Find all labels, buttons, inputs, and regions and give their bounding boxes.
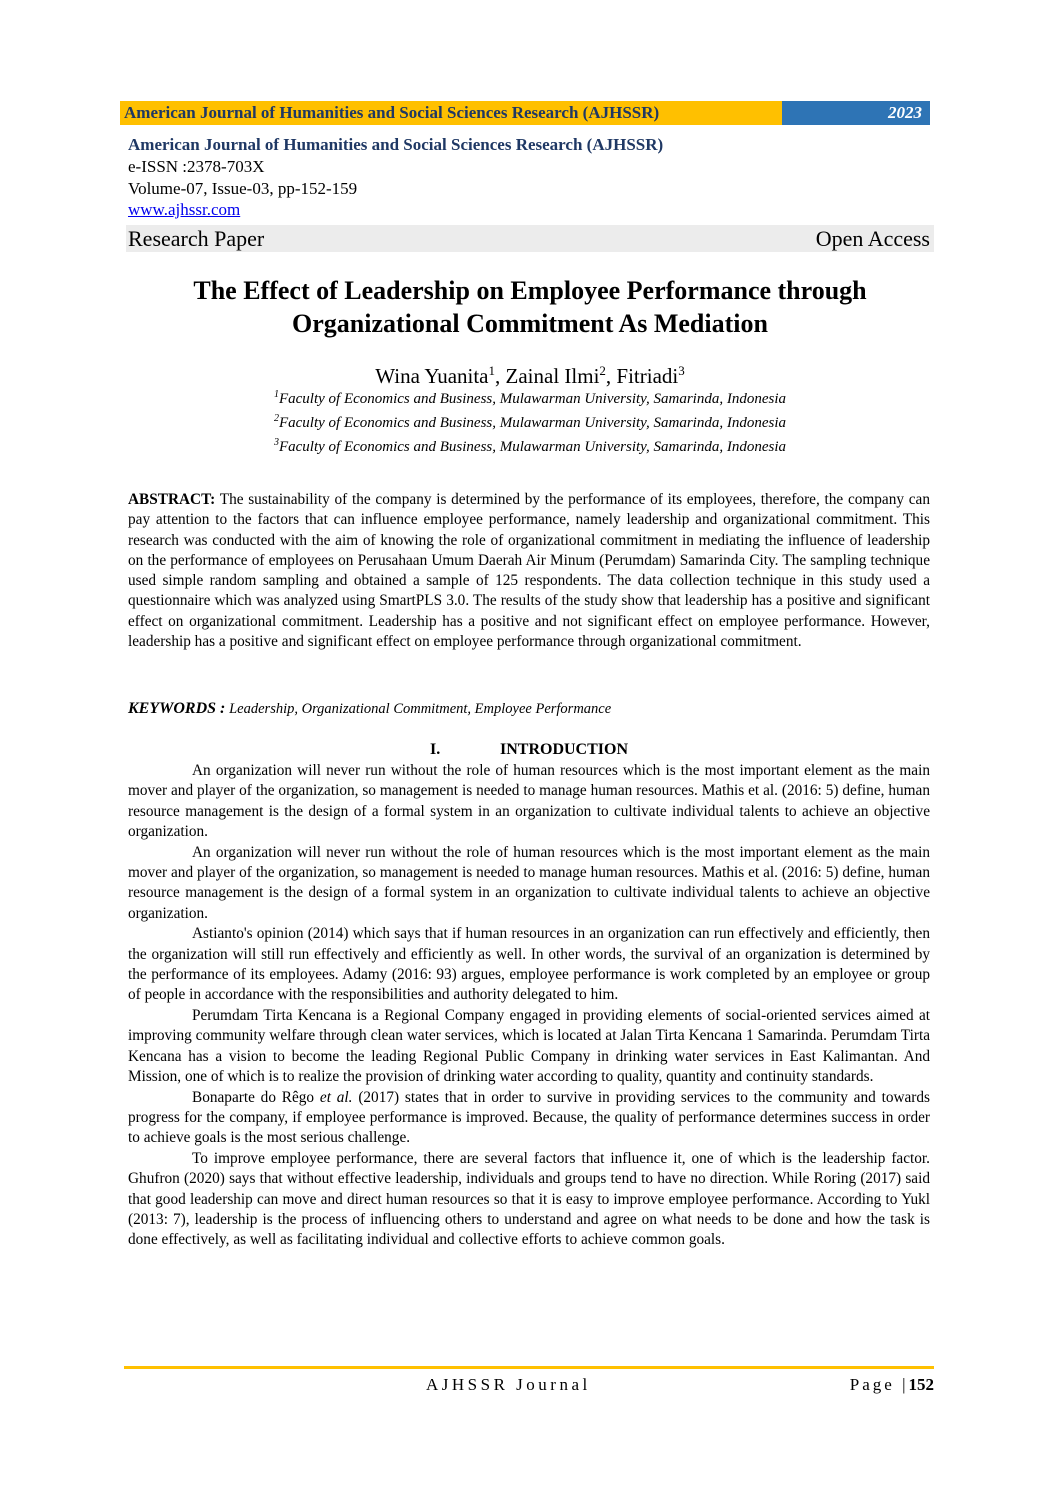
paragraph-text: (2017) states that in order to survive in providing services to the community and towards progress for the company, if employee performance is improved. Because, the quality of performance determines success in order to achieve goals is the most serious challenge. — [128, 1088, 931, 1147]
article-type-label: Research Paper — [128, 225, 265, 251]
keywords-text: Leadership, Organizational Commitment, Employee Performance — [229, 701, 612, 717]
keywords — [128, 699, 930, 719]
affiliation-list — [128, 385, 932, 457]
footer-page-label: Page | — [849, 1375, 909, 1394]
affiliation-sup: 2 — [273, 413, 279, 424]
journal-volume: Volume-07, Issue-03, pp-152-159 — [128, 179, 358, 198]
journal-header-bar — [120, 101, 930, 125]
header-journal-name: American Journal of Humanities and Social Sciences Research (AJHSSR) — [120, 101, 782, 125]
footer-divider — [124, 1366, 934, 1369]
paragraph — [128, 1088, 930, 1149]
author-name: Wina Yuanita — [375, 364, 489, 388]
paper-title-line-2: Organizational Commitment As Mediation — [292, 309, 768, 338]
author-affil-sup: 1 — [488, 363, 496, 378]
author-name: Zainal Ilmi — [505, 364, 600, 388]
journal-name: American Journal of Humanities and Social Sciences Research (AJHSSR) — [128, 135, 664, 154]
abstract-text: The sustainability of the company is determined by the performance of its employees, therefore, the company can pay attention to the factors that can influence employee performance, namely leadership and organizational commitment. This research was conducted with the aim of knowing the role of organizational commitment in mediating the influence of leadership on the performance of employees on Perusahaan Umum Daerah Air Minum (Perumdam) Samarinda City. The sampling technique used simple random sampling and obtained a sample of 125 respondents. The data collection technique in this study used a questionnaire which was analyzed using SmartPLS 3.0. The results of the study show that leadership has a positive and significant effect on organizational commitment. Leadership has a positive and not significant effect on employee performance. However, leadership has a positive and significant effect on employee performance through organizational commitment. — [128, 491, 930, 651]
author-name: Fitriadi — [616, 364, 679, 388]
affiliation-sup: 3 — [273, 437, 279, 448]
journal-info — [128, 134, 928, 220]
section-number: I. — [429, 741, 441, 758]
author-separator: , — [495, 364, 506, 388]
paragraph: An organization will never run without the role of human resources which is the most important element as the main mover and player of the organization, so management is needed to manage human resources. Mathis et al. (2016: 5) define, human resource management is the design of a formal system in an organization to cultivate individual talents to achieve an objective organization. — [128, 843, 930, 922]
paper-title — [128, 274, 932, 340]
affiliation-sup: 1 — [273, 389, 279, 400]
keywords-label: KEYWORDS : — [128, 700, 226, 717]
journal-issn: e-ISSN :2378-703X — [128, 157, 265, 176]
footer-page — [850, 1373, 934, 1397]
footer-page-number: 152 — [908, 1375, 934, 1394]
paragraph: Perumdam Tirta Kencana is a Regional Company engaged in providing elements of social-oriented services aimed at improving community welfare through clean water services, which is located at Jalan Tirta Kencana 1 Samarinda. Perumdam Tirta Kencana has a vision to become the leading Regional Public Company in drinking water services in East Kalimantan. And Mission, one of which is to realize the provision of drinking water according to quality, quantity and continuity standards. — [128, 1006, 930, 1086]
affiliation — [128, 385, 932, 409]
abstract — [128, 490, 930, 652]
journal-website-link[interactable]: www.ajhssr.com — [128, 200, 241, 219]
author-affil-sup: 3 — [678, 363, 685, 378]
header-year: 2023 — [782, 101, 930, 125]
affiliation-text: Faculty of Economics and Business, Mulawarman University, Samarinda, Indonesia — [278, 439, 787, 455]
affiliation — [128, 433, 932, 457]
footer-journal-name: AJHSSR Journal — [426, 1375, 591, 1394]
open-access-label: Open Access — [815, 225, 930, 251]
page-footer — [124, 1373, 934, 1397]
section-heading — [128, 740, 930, 760]
affiliation-text: Faculty of Economics and Business, Mulawarman University, Samarinda, Indonesia — [278, 391, 787, 407]
affiliation — [128, 409, 932, 433]
affiliation-text: Faculty of Economics and Business, Mulawarman University, Samarinda, Indonesia — [278, 415, 787, 431]
paragraph-italic-text: et al. — [319, 1088, 353, 1106]
paragraph-text: Bonaparte do Rêgo — [192, 1088, 320, 1106]
introduction-body — [128, 761, 930, 1251]
author-separator: , — [605, 364, 617, 388]
author-affil-sup: 2 — [599, 363, 606, 378]
abstract-label: ABSTRACT: — [128, 491, 216, 508]
paper-title-line-1: The Effect of Leadership on Employee Performance through — [193, 276, 867, 305]
paragraph: To improve employee performance, there are several factors that influence it, one of which is the leadership factor. Ghufron (2020) says that without effective leadership, individuals and groups tend to have no direction. While Roring (2017) said that good leadership can move and direct human resources so that it is easy to improve employee performance. According to Yukl (2013: 7), leadership is the process of influencing others to understand and agree on what needs to be done and how the task is done effectively, as well as facilitating individual and collective efforts to achieve common goals. — [128, 1149, 930, 1249]
paragraph: An organization will never run without the role of human resources which is the most important element as the main mover and player of the organization, so management is needed to manage human resources. Mathis et al. (2016: 5) define, human resource management is the design of a formal system in an organization to cultivate individual talents to achieve an objective organization. — [128, 762, 930, 841]
article-type-row — [126, 225, 934, 252]
section-title: INTRODUCTION — [499, 741, 628, 758]
paragraph: Astianto's opinion (2014) which says that if human resources in an organization can run effectively and efficiently, then the organization will still run effectively and efficiently as well. In other words, the survival of an organization is determined by the performance of its employees. Adamy (2016: 93) argues, employee performance is work completed by an employee or group of people in accordance with the responsibilities and authority delegated to him. — [128, 925, 930, 1004]
